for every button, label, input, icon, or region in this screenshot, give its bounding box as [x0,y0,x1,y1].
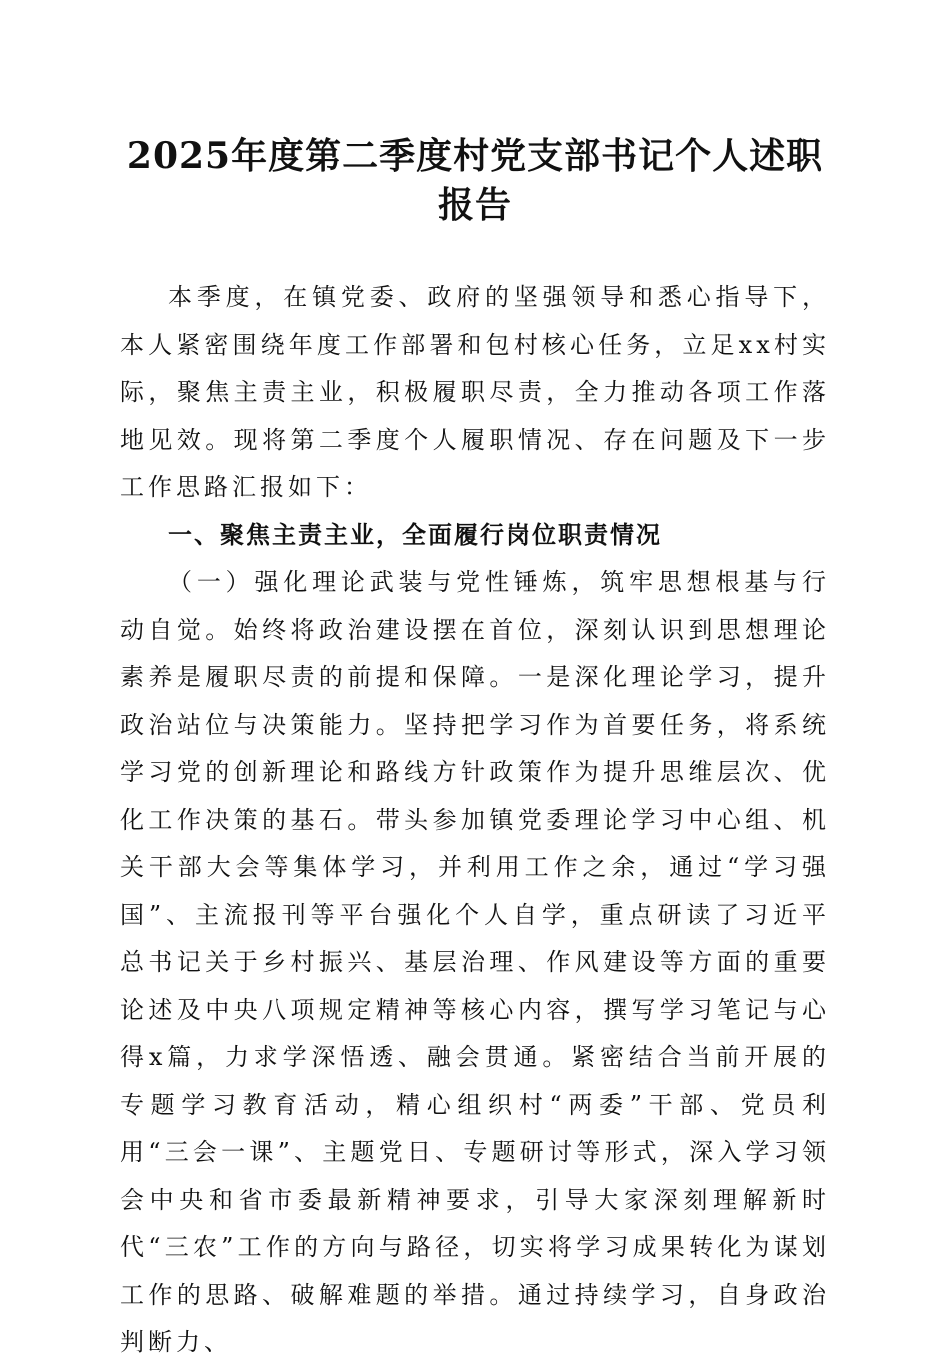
subsection-paragraph: （一）强化理论武装与党性锤炼，筑牢思想根基与行动自觉。始终将政治建设摆在首位，深刻认识到思想理论素养是履职尽责的前提和保障。一是深化理论学习，提升政治站位与决策能力。坚持把学习作为首要任务，将系统学习党的创新理论和路线方针政策作为提升思维层次、优化工作决策的基石。带头参加镇党委理论学习中心组、机关干部大会等集体学习，并利用工作之余，通过“学习强国”、主流报刊等平台强化个人自学，重点研读了习近平总书记关于乡村振兴、基层治理、作风建设等方面的重要论述及中央八项规定精神等核心内容，撰写学习笔记与心得x篇，力求学深悟透、融会贯通。紧密结合当前开展的专题学习教育活动，精心组织村“两委”干部、党员利用“三会一课”、主题党日、专题研讨等形式，深入学习领会中央和省市委最新精神要求，引导大家深刻理解新时代“三农”工作的方向与路径，切实将学习成果转化为谋划工作的思路、破解难题的举措。通过持续学习，自身政治判断力、 [120,568,830,1356]
intro-paragraph: 本季度，在镇党委、政府的坚强领导和悉心指导下，本人紧密围绕年度工作部署和包村核心任务，立足xx村实际，聚焦主责主业，积极履职尽责，全力推动各项工作落地见效。现将第二季度个人履职情况、存在问题及下一步工作思路汇报如下： [120,283,830,501]
section-heading: 一、聚焦主责主业，全面履行岗位职责情况 [168,520,662,549]
document-title: 2025年度第二季度村党支部书记个人述职报告 [126,135,824,226]
document-body [120,274,830,1367]
